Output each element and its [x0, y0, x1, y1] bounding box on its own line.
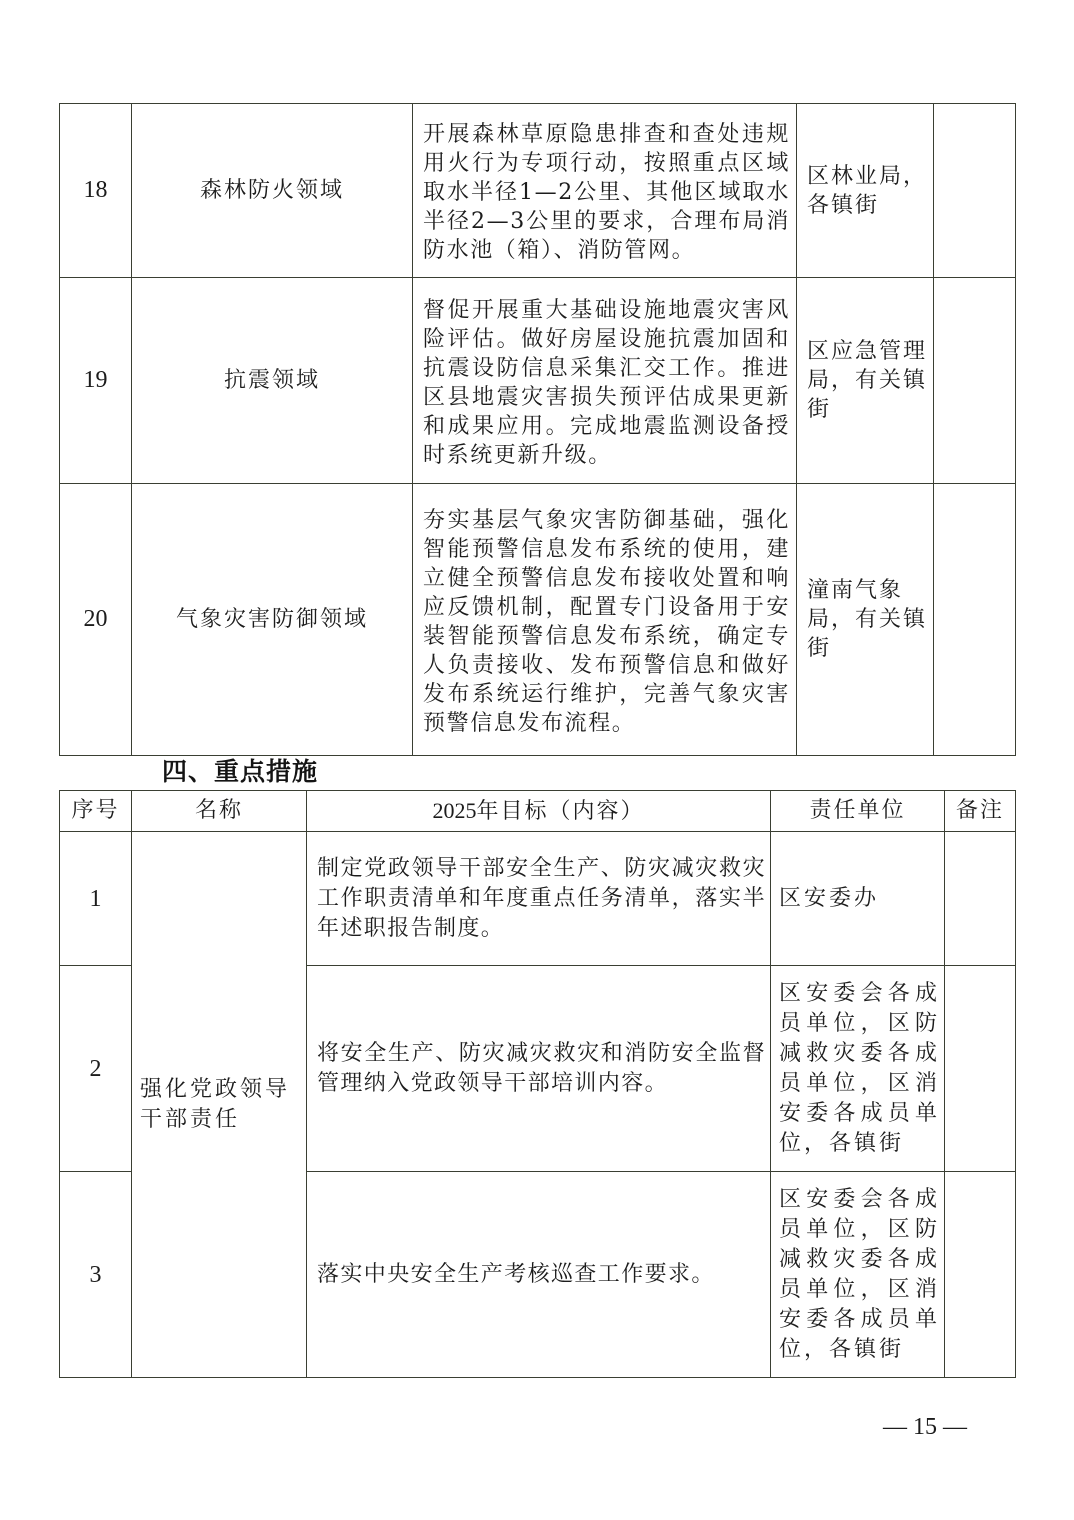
domain-name: 气象灾害防御领域 [132, 484, 413, 756]
remark-cell [934, 104, 1016, 278]
row-number: 3 [60, 1172, 132, 1378]
responsible-unit: 区应急管理局，有关镇街 [797, 278, 934, 484]
header-number: 序号 [60, 791, 132, 832]
responsible-unit: 区安委会各成员单位，区防减救灾委各成员单位，区消安委各成员单位，各镇街 [771, 966, 945, 1172]
domain-content: 督促开展重大基础设施地震灾害风险评估。做好房屋设施抗震加固和抗震设防信息采集汇交工作。推进区县地震灾害损失预评估成果更新和成果应用。完成地震监测设备授时系统更新升级。 [413, 278, 797, 484]
measure-content: 制定党政领导干部安全生产、防灾减灾救灾工作职责清单和年度重点任务清单，落实半年述职报告制度。 [307, 832, 771, 966]
table-header-row [60, 791, 1016, 832]
measure-group-name: 强化党政领导干部责任 [132, 832, 307, 1378]
section-heading: 四、重点措施 [162, 757, 319, 786]
domain-name: 森林防火领域 [132, 104, 413, 278]
header-target-label: 年目标（内容） [476, 798, 645, 824]
header-target-year: 2025 [432, 797, 477, 823]
header-unit: 责任单位 [771, 791, 945, 832]
responsible-unit: 区林业局，各镇街 [797, 104, 934, 278]
table-row [60, 104, 1016, 278]
measure-content: 落实中央安全生产考核巡查工作要求。 [307, 1172, 771, 1378]
row-number: 20 [60, 484, 132, 756]
page-number: — 15 — [883, 1414, 967, 1440]
row-number: 1 [60, 832, 132, 966]
key-measures-table [59, 790, 1016, 1378]
responsible-unit: 区安委办 [771, 832, 945, 966]
table-row [60, 278, 1016, 484]
header-name: 名称 [132, 791, 307, 832]
remark-cell [945, 832, 1016, 966]
domain-content: 夯实基层气象灾害防御基础，强化智能预警信息发布系统的使用，建立健全预警信息发布接收处置和响应反馈机制，配置专门设备用于安装智能预警信息发布系统，确定专人负责接收、发布预警信息和做好发布系统运行维护，完善气象灾害预警信息发布流程。 [413, 484, 797, 756]
responsible-unit: 区安委会各成员单位，区防减救灾委各成员单位，区消安委各成员单位，各镇街 [771, 1172, 945, 1378]
remark-cell [945, 966, 1016, 1172]
table-row [60, 832, 1016, 966]
hazard-domains-table [59, 103, 1016, 756]
row-number: 2 [60, 966, 132, 1172]
domain-content: 开展森林草原隐患排查和查处违规用火行为专项行动，按照重点区域取水半径1—2公里、其他区域取水半径2—3公里的要求，合理布局消防水池（箱）、消防管网。 [413, 104, 797, 278]
measure-content: 将安全生产、防灾减灾救灾和消防安全监督管理纳入党政领导干部培训内容。 [307, 966, 771, 1172]
remark-cell [945, 1172, 1016, 1378]
remark-cell [934, 484, 1016, 756]
responsible-unit: 潼南气象局，有关镇街 [797, 484, 934, 756]
row-number: 18 [60, 104, 132, 278]
header-target [307, 791, 771, 832]
table-row [60, 484, 1016, 756]
row-number: 19 [60, 278, 132, 484]
domain-name: 抗震领域 [132, 278, 413, 484]
header-remark: 备注 [945, 791, 1016, 832]
remark-cell [934, 278, 1016, 484]
